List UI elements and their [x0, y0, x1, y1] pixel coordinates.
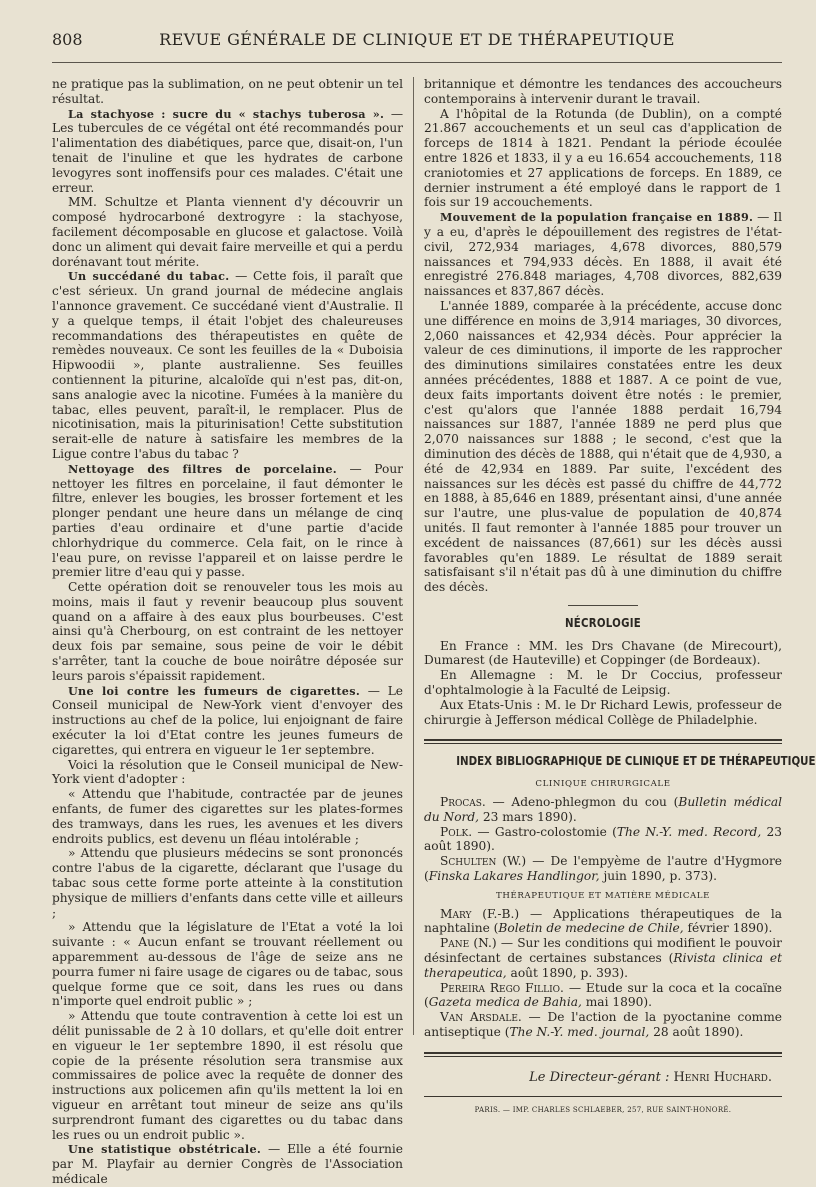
reference-author: Pereira Rego Fillio. [440, 980, 564, 995]
running-title: REVUE GÉNÉRALE DE CLINIQUE ET DE THÉRAPEUTIQUE [159, 30, 675, 49]
reference-text: (F.-B.) — Applications thérapeutiques de la naphtaline ( [424, 906, 782, 936]
subsection-heading: THÉRAPEUTIQUE ET MATIÈRE MÉDICALE [496, 890, 710, 901]
reference-text: (W.) — De l'empyème de l'autre d'Hygmore ( [424, 854, 782, 884]
paragraph: « Attendu que l'habitude, contractée par de jeunes enfants, de fumer des cigarettes sur les plates-formes des tramways, dans les rues, les avenues et les divers endroits publics, est devenu un fléau intolérable ; [52, 787, 403, 846]
article-heading: Un succédané du tabac. [68, 269, 230, 284]
paragraph: L'année 1889, comparée à la précédente, accuse donc une différence en moins de 3,914 mariages, 30 divorces, 2,060 naissances et 42,934 décès. Pour apprécier la valeur de ces diminutions, il importe de les rapprocher des diminutions similaires constatées entre les deux années précédentes, 1888 et 1887. A ce point de vue, deux faits importants doivent être notés : le premier, c'est qu'alors que l'année 1888 perdait 16,794 naissances sur 1887, l'année 1889 ne perd plus que 2,070 naissances sur 1888 ; le second, c'est que la diminution des décès de 1888, qui n'était que de 4,930, a été de 42,934 en 1889. Par suite, l'excédent des naissances sur les décès est passé du chiffre de 44,772 en 1888, à 85,646 en 1889, présentant ainsi, d'une année sur l'autre, une plus-value de population de 40,874 unités. Il faut remonter à l'année 1885 pour trouver un excédent de naissances (87,661) sur les décès aussi favorables qu'en 1889. Le résultat de 1889 serait satisfaisant s'il n'était pas dû à une diminution du chiffre des décès. [424, 298, 782, 595]
reference-entry [424, 907, 782, 937]
paragraph: britannique et démontre les tendances des accoucheurs contemporains à intervenir durant le travail. [424, 77, 782, 106]
article-text: — Les tubercules de ce végétal ont été recommandés pour l'alimentation des diabétiques, parce que, disait-on, l'un tenait de l'inuline et que les hydrates de carbone levogyres sont inoffensifs pour ces malades. C'était une erreur. [52, 106, 404, 195]
reference-journal: Boletin de medecine de Chile, [498, 921, 684, 936]
reference-author: Polk. [440, 824, 473, 839]
section-divider [568, 605, 638, 606]
paragraph: » Attendu que toute contravention à cette loi est un délit punissable de 2 à 10 dollars, et qu'elle doit entrer en vigueur le 1er septembre 1890, il est résolu que copie de la présente résolution sera transmise aux commissaires de police avec la requête de donner des instructions aux policemen afin qu'ils mettent la loi en vigueur en arrêtant tout mineur de seize ans qu'ils surprendront fumant des cigarettes ou du tabac dans les rues ou un endroit public ». [52, 1009, 403, 1142]
reference-journal: Bulletin médical du Nord, [424, 795, 783, 824]
reference-details: mai 1890). [581, 995, 652, 1010]
necrologie-title: NÉCROLOGIE [564, 615, 641, 630]
reference-author: Pane [440, 936, 470, 951]
double-rule [424, 739, 782, 744]
reference-details: août 1890, p. 393). [506, 965, 628, 980]
necrologie-entry: En France : MM. les Drs Chavane (de Mirecourt), Dumarest (de Hauteville) et Coppinger (de Bordeaux). [424, 638, 782, 668]
article-tabac [52, 269, 403, 461]
reference-details: 28 août 1890). [649, 1025, 744, 1040]
reference-text: — Adeno-phlegmon du cou ( [485, 795, 679, 810]
paragraph: » Attendu que la législature de l'Etat a voté la loi suivante : « Aucun enfant se trouvant réellement ou apparemment au-dessous de l'âge de seize ans ne pourra fumer ni faire usage de cigares ou de tabac, sous quelque forme que ce soit, dans les rues ou dans n'importe quel endroit public » ; [52, 920, 403, 1009]
article-heading: Nettoyage des filtres de porcelaine. [68, 461, 337, 476]
reference-details: 23 août 1890). [424, 824, 783, 854]
reference-entry [424, 936, 782, 980]
reference-journal: Rivista clinica et therapeutica, [424, 951, 782, 980]
director-label: Le Directeur-gérant : [529, 1069, 674, 1085]
reference-entry [424, 981, 782, 1011]
printer-imprint: PARIS. — IMP. CHARLES SCHLAEBER, 257, RUE SAINT-HONORÉ. [474, 1105, 732, 1114]
index-title: INDEX BIBLIOGRAPHIQUE DE CLINIQUE ET DE THÉRAPEUTIQUE [456, 753, 816, 769]
subsection-heading: CLINIQUE CHIRURGICALE [535, 779, 671, 790]
paragraph: » Attendu que plusieurs médecins se sont prononcés contre l'abus de la cigarette, déclarant que l'usage du tabac sous cette forme porte atteinte à la constitution physique de milliers d'enfants dans cette ville et ailleurs ; [52, 846, 403, 920]
reference-entry [424, 854, 782, 884]
reference-journal: The N.-Y. med. journal, [509, 1025, 650, 1040]
double-rule [424, 1052, 782, 1057]
reference-journal: The N.-Y. med. Record, [616, 824, 762, 839]
right-column [414, 77, 816, 1114]
reference-details: juin 1890, p. 373). [599, 869, 717, 884]
reference-journal: Gazeta medica de Bahia, [428, 995, 582, 1010]
article-heading: Mouvement de la population française en 1889. [440, 210, 754, 225]
article-filtres [52, 462, 403, 580]
article-obstetricale [52, 1142, 403, 1186]
reference-journal: Finska Lakares Handlingor, [428, 869, 600, 884]
reference-author: Mary [440, 906, 472, 921]
necrologie-entry: Aux Etats-Unis : M. le Dr Richard Lewis, professeur de chirurgie à Jefferson médical Collège de Philadelphie. [424, 697, 782, 727]
reference-list [424, 907, 782, 1040]
reference-author: Procas. [440, 795, 486, 810]
director-signature [424, 1071, 782, 1086]
left-column [52, 77, 414, 1186]
paragraph: Voici la résolution que le Conseil municipal de New-York vient d'adopter : [52, 757, 403, 787]
reference-text: — De l'action de la pyoctanine comme antiseptique ( [424, 1010, 782, 1040]
paragraph: A l'hôpital de la Rotunda (de Dublin), on a compté 21.867 accouchements et un seul cas d'application de forceps de 1814 à 1821. Pendant la période écoulée entre 1826 et 1833, il y a eu 16.654 accouchements, 118 craniotomies et 27 applications de forceps. En 1889, ce dernier instrument a été employé dans le rapport de 1 fois sur 19 accouchements. [424, 106, 782, 210]
page-header [52, 30, 782, 63]
paragraph: Cette opération doit se renouveler tous les mois au moins, mais il faut y revenir beaucoup plus souvent quand on a affaire à des eaux plus bourbeuses. C'est ainsi qu'à Cherbourg, on est contraint de les nettoyer deux fois par semaine, sous peine de voir le débit s'arrêter, tant la couche de boue noirâtre déposée sur leurs parois s'épaissit rapidement. [52, 580, 403, 683]
article-stachyose [52, 107, 403, 196]
article-heading: La stachyose : sucre du « stachys tuberosa ». [68, 106, 385, 121]
paragraph: ne pratique pas la sublimation, on ne peut obtenir un tel résultat. [52, 77, 403, 106]
reference-list [424, 795, 782, 884]
reference-entry [424, 1010, 782, 1040]
reference-text: — Etude sur la coca et la cocaïne ( [424, 980, 782, 1010]
imprint-rule [424, 1096, 782, 1097]
article-text: — Le Conseil municipal de New-York vient d'envoyer des instructions au chef de la police, lui enjoignant de faire exécuter la loi d'Etat contre les jeunes fumeurs de cigarettes, qui entrera en vigueur le 1er septembre. [52, 683, 403, 757]
article-loi [52, 684, 403, 758]
article-heading: Une statistique obstétricale. [68, 1142, 262, 1157]
reference-entry [424, 825, 782, 855]
article-population [424, 210, 782, 299]
article-text: — Il y a eu, d'après le dépouillement des registres de l'état-civil, 272,934 mariages, 4,678 divorces, 880,579 naissances et 794,933 décès. En 1888, il avait été enregistré 276.848 mariages, 4,708 divorces, 882,639 naissances et 837,867 décès. [424, 210, 782, 299]
reference-text: — Gastro-colostomie ( [472, 824, 617, 839]
reference-details: février 1890). [683, 921, 773, 936]
article-text: — Cette fois, il paraît que c'est sérieux. Un grand journal de médecine anglais l'annonce gravement. Ce succédané vient d'Australie. Il y a quelque temps, il était l'objet des chaleureuses recommandations des thérapeutistes en quête de remèdes nouveaux. Ce sont les feuilles de la « Duboisia Hipwoodii », plante australienne. Ses feuilles contiennent la piturine, alcaloïde qui n'est pas, dit-on, sans analogie avec la nicotine. Fumées à la manière du tabac, elles peuvent, paraît-il, le remplacer. Plus de nicotinisation, mais la piturinisation! Cette substitution serait-elle de nature à satisfaire les membres de la Ligue contre l'abus du tabac ? [52, 269, 403, 461]
text-columns [52, 77, 816, 1186]
article-text: — Pour nettoyer les filtres en porcelaine, il faut démonter le filtre, enlever les bougies, les brosser fortement et les plonger pendant une heure dans un mélange de cinq parties d'eau ordinaire et d'une partie d'acide chlorhydrique du commerce. Cela fait, on le rince à l'eau pure, on revisse l'appareil et on laisse perdre le premier litre d'eau qui y passe. [52, 461, 404, 580]
reference-author: Van Arsdale. [440, 1010, 522, 1025]
paragraph: MM. Schultze et Planta viennent d'y découvrir un composé hydrocarboné dextrogyre : la stachyose, facilement décomposable en glucose et galactose. Voilà donc un aliment qui devait faire merveille et qui a perdu dorénavant tout mérite. [52, 195, 403, 269]
director-name: Henri Huchard. [673, 1069, 772, 1085]
reference-author: Schulten [440, 854, 497, 869]
article-text: — Elle a été fournie par M. Playfair au dernier Congrès de l'Association médicale [52, 1142, 403, 1186]
page-number: 808 [52, 30, 83, 49]
reference-entry [424, 795, 782, 825]
reference-details: 23 mars 1890). [479, 809, 577, 824]
necrologie-entry: En Allemagne : M. le Dr Coccius, professeur d'ophtalmologie à la Faculté de Leipsig. [424, 668, 782, 698]
reference-text: (N.) — Sur les conditions qui modifient le pouvoir désinfectant de certaines substances ( [424, 936, 782, 966]
article-heading: Une loi contre les fumeurs de cigarettes. [68, 683, 361, 698]
